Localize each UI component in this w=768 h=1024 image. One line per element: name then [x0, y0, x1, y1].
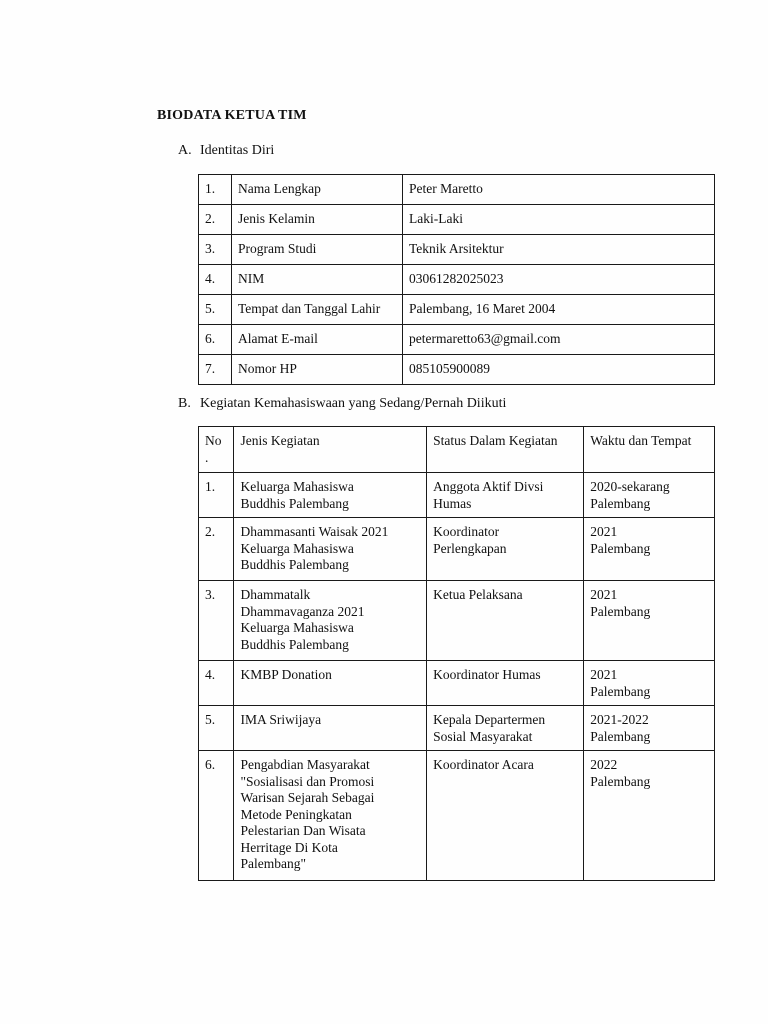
activity-name: KMBP Donation [234, 661, 427, 706]
activity-time-place: 2020-sekarang Palembang [584, 473, 715, 518]
activity-row [199, 473, 715, 518]
identity-value: Peter Maretto [403, 175, 715, 205]
section-b-heading [178, 396, 506, 412]
identity-label: Jenis Kelamin [232, 205, 403, 235]
identity-row [199, 175, 715, 205]
identity-row [199, 265, 715, 295]
section-a-heading [178, 143, 274, 159]
activity-table [198, 426, 715, 881]
activity-row [199, 518, 715, 581]
activity-no: 3. [199, 581, 234, 661]
header-activity-type: Jenis Kegiatan [234, 427, 427, 473]
activity-no: 6. [199, 751, 234, 881]
identity-no: 7. [199, 355, 232, 385]
identity-label: Nomor HP [232, 355, 403, 385]
activity-status: Koordinator Humas [427, 661, 584, 706]
identity-no: 5. [199, 295, 232, 325]
document-title: BIODATA KETUA TIM [157, 108, 307, 123]
identity-no: 1. [199, 175, 232, 205]
identity-label: NIM [232, 265, 403, 295]
activity-time-place: 2022 Palembang [584, 751, 715, 881]
identity-no: 6. [199, 325, 232, 355]
identity-value: petermaretto63@gmail.com [403, 325, 715, 355]
identity-value: Palembang, 16 Maret 2004 [403, 295, 715, 325]
activity-name: Dhammatalk Dhammavaganza 2021 Keluarga Mahasiswa Buddhis Palembang [234, 581, 427, 661]
identity-value: 03061282025023 [403, 265, 715, 295]
header-time-place: Waktu dan Tempat [584, 427, 715, 473]
activity-header-row [199, 427, 715, 473]
activity-name: Keluarga Mahasiswa Buddhis Palembang [234, 473, 427, 518]
identity-label: Tempat dan Tanggal Lahir [232, 295, 403, 325]
identity-row [199, 235, 715, 265]
activity-status: Anggota Aktif Divsi Humas [427, 473, 584, 518]
identity-label: Program Studi [232, 235, 403, 265]
identity-label: Alamat E-mail [232, 325, 403, 355]
identity-no: 3. [199, 235, 232, 265]
activity-no: 1. [199, 473, 234, 518]
activity-time-place: 2021 Palembang [584, 581, 715, 661]
header-no: No . [199, 427, 234, 473]
activity-row [199, 581, 715, 661]
activity-no: 4. [199, 661, 234, 706]
header-status: Status Dalam Kegiatan [427, 427, 584, 473]
identity-value: Teknik Arsitektur [403, 235, 715, 265]
activity-name: Pengabdian Masyarakat "Sosialisasi dan Promosi Warisan Sejarah Sebagai Metode Peningkatan Pelestarian Dan Wisata Herritage Di Kota Palembang" [234, 751, 427, 881]
identity-label: Nama Lengkap [232, 175, 403, 205]
activity-no: 5. [199, 706, 234, 751]
activity-status: Koordinator Perlengkapan [427, 518, 584, 581]
section-a-title: Identitas Diri [200, 143, 275, 158]
identity-table [198, 174, 715, 385]
section-b-title: Kegiatan Kemahasiswaan yang Sedang/Pernah Diikuti [200, 396, 507, 411]
activity-row [199, 706, 715, 751]
identity-row [199, 355, 715, 385]
identity-row [199, 325, 715, 355]
identity-no: 4. [199, 265, 232, 295]
activity-status: Koordinator Acara [427, 751, 584, 881]
activity-status: Kepala Departermen Sosial Masyarakat [427, 706, 584, 751]
activity-no: 2. [199, 518, 234, 581]
identity-no: 2. [199, 205, 232, 235]
identity-value: 085105900089 [403, 355, 715, 385]
activity-name: Dhammasanti Waisak 2021 Keluarga Mahasiswa Buddhis Palembang [234, 518, 427, 581]
identity-row [199, 205, 715, 235]
activity-row [199, 661, 715, 706]
activity-name: IMA Sriwijaya [234, 706, 427, 751]
activity-row [199, 751, 715, 881]
identity-value: Laki-Laki [403, 205, 715, 235]
identity-row [199, 295, 715, 325]
section-b-marker: B. [178, 396, 191, 411]
section-a-marker: A. [178, 143, 192, 158]
activity-time-place: 2021 Palembang [584, 518, 715, 581]
activity-time-place: 2021-2022 Palembang [584, 706, 715, 751]
activity-time-place: 2021 Palembang [584, 661, 715, 706]
activity-status: Ketua Pelaksana [427, 581, 584, 661]
